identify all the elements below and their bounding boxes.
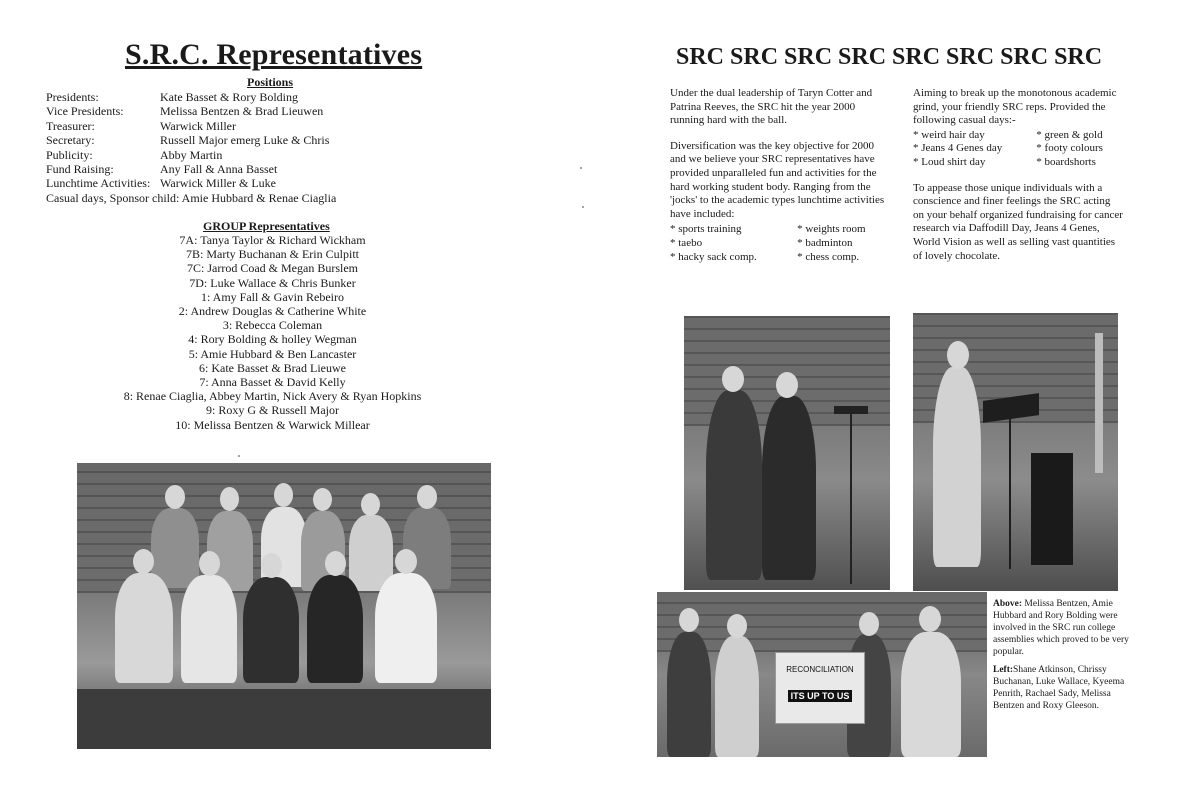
- group-representatives-heading: GROUP Representatives: [203, 219, 330, 233]
- list-item: * weights room: [797, 223, 866, 236]
- position-names: Any Fall & Anna Basset: [160, 162, 278, 177]
- casual-days-list: [913, 129, 1123, 170]
- position-role: Vice Presidents:: [46, 104, 124, 119]
- article-paragraph: To appease those unique individuals with a conscience and finer feelings the SRC acting on your behalf organized fundraising for cancer research via Daffodill Day, Jeans 4 Genes, World Vision as well as selling vast quantities of lovely chocolate.: [913, 181, 1123, 262]
- group-line: 7C: Jarrod Coad & Megan Burslem: [187, 261, 358, 276]
- caption-text: Melissa Bentzen, Amie Hubbard and Rory Bolding were involved in the SRC run college assemblies which proved to be very popular.: [993, 599, 1129, 657]
- group-line: 7: Anna Basset & David Kelly: [199, 375, 346, 390]
- group-representatives-list: [100, 233, 445, 432]
- caption-left: [993, 664, 1133, 712]
- position-row: [46, 176, 466, 190]
- position-names: Warwick Miller: [160, 118, 237, 133]
- assembly-photo-right: [913, 313, 1118, 591]
- position-names: Melissa Bentzen & Brad Lieuwen: [160, 104, 324, 119]
- group-line: 7B: Marty Buchanan & Erin Culpitt: [186, 247, 359, 262]
- positions-list: [46, 90, 466, 205]
- position-role: Presidents:: [46, 90, 99, 104]
- list-item: * Loud shirt day: [913, 155, 986, 168]
- caption-above: [993, 598, 1133, 658]
- article-paragraph: Diversification was the key objective for 2000 and we believe your SRC representatives have provided unparalleled fun and activities for the hard working student body. Ranging from the 'jocks' to the academic types lunchtime activities have included:: [670, 139, 885, 220]
- src-title: SRC SRC SRC SRC SRC SRC SRC SRC: [676, 44, 1103, 70]
- activities-list: [670, 223, 892, 264]
- list-item: * hacky sack comp.: [670, 250, 757, 263]
- position-row: [46, 148, 466, 162]
- banner-text: ITS UP TO US: [788, 690, 853, 702]
- position-role: Lunchtime Activities:: [46, 176, 151, 191]
- position-row: [46, 133, 466, 147]
- group-line: 10: Melissa Bentzen & Warwick Millear: [175, 417, 370, 432]
- position-names: Kate Basset & Rory Bolding: [160, 90, 298, 104]
- page-title: S.R.C. Representatives: [125, 38, 423, 71]
- article-paragraph: Aiming to break up the monotonous academic grind, your friendly SRC reps. Provided the following casual days:-: [913, 87, 1117, 127]
- src-group-photo: [77, 463, 491, 749]
- article-paragraph: Under the dual leadership of Taryn Cotter and Patrina Reeves, the SRC hit the year 2000 running hard with the ball.: [670, 87, 873, 127]
- left-page: [0, 0, 590, 806]
- list-item: * footy colours: [1036, 142, 1103, 155]
- position-role: Fund Raising:: [46, 162, 114, 177]
- reconciliation-photo: [657, 592, 987, 757]
- assembly-photo-left: [684, 316, 890, 590]
- reconciliation-banner: [775, 652, 865, 724]
- position-role: Treasurer:: [46, 118, 95, 133]
- group-line: 7A: Tanya Taylor & Richard Wickham: [179, 233, 366, 247]
- group-line: 3: Rebecca Coleman: [222, 318, 323, 333]
- banner-text: RECONCILIATION: [786, 665, 854, 674]
- group-line: 4: Rory Bolding & holley Wegman: [188, 332, 357, 347]
- group-line: 7D: Luke Wallace & Chris Bunker: [189, 275, 356, 290]
- list-item: * weird hair day: [913, 128, 985, 141]
- list-item: * Jeans 4 Genes day: [913, 142, 1003, 155]
- caption-text: Shane Atkinson, Chrissy Buchanan, Luke Wallace, Kyeema Penrith, Rachael Sady, Melissa Bentzen and Roxy Gleeson.: [993, 665, 1125, 711]
- position-names: Warwick Miller & Luke: [160, 176, 276, 191]
- list-item: * boardshorts: [1036, 155, 1096, 168]
- list-item: * chess comp.: [797, 250, 860, 263]
- photo-captions: [993, 598, 1133, 718]
- position-row-casual-days: Casual days, Sponsor child: Amie Hubbard & Renae Ciaglia: [46, 190, 337, 205]
- position-role: Publicity:: [46, 147, 93, 162]
- position-row: [46, 162, 466, 176]
- position-names: Abby Martin: [160, 147, 223, 162]
- position-names: Russell Major emerg Luke & Chris: [160, 133, 330, 148]
- position-role: Secretary:: [46, 133, 95, 148]
- caption-label: Above:: [993, 599, 1023, 609]
- article-column-right: [913, 87, 1123, 275]
- position-row: [46, 119, 466, 133]
- group-line: 2: Andrew Douglas & Catherine White: [178, 304, 367, 319]
- group-line: 5: Amie Hubbard & Ben Lancaster: [188, 346, 357, 361]
- list-item: * badminton: [797, 236, 853, 249]
- positions-heading: Positions: [247, 75, 294, 89]
- group-line: 1: Amy Fall & Gavin Rebeiro: [201, 289, 344, 304]
- group-line: 6: Kate Basset & Brad Lieuwe: [199, 360, 346, 375]
- article-column-left: [670, 87, 892, 276]
- group-line: 8: Renae Ciaglia, Abbey Martin, Nick Avery & Ryan Hopkins: [123, 389, 422, 404]
- group-line: 9: Roxy G & Russell Major: [205, 403, 339, 418]
- right-page: [600, 0, 1200, 806]
- position-row: [46, 104, 466, 118]
- list-item: * taebo: [670, 236, 703, 249]
- list-item: * green & gold: [1036, 128, 1103, 141]
- position-row: [46, 90, 466, 104]
- caption-label: Left:: [993, 665, 1014, 675]
- list-item: * sports training: [670, 223, 742, 236]
